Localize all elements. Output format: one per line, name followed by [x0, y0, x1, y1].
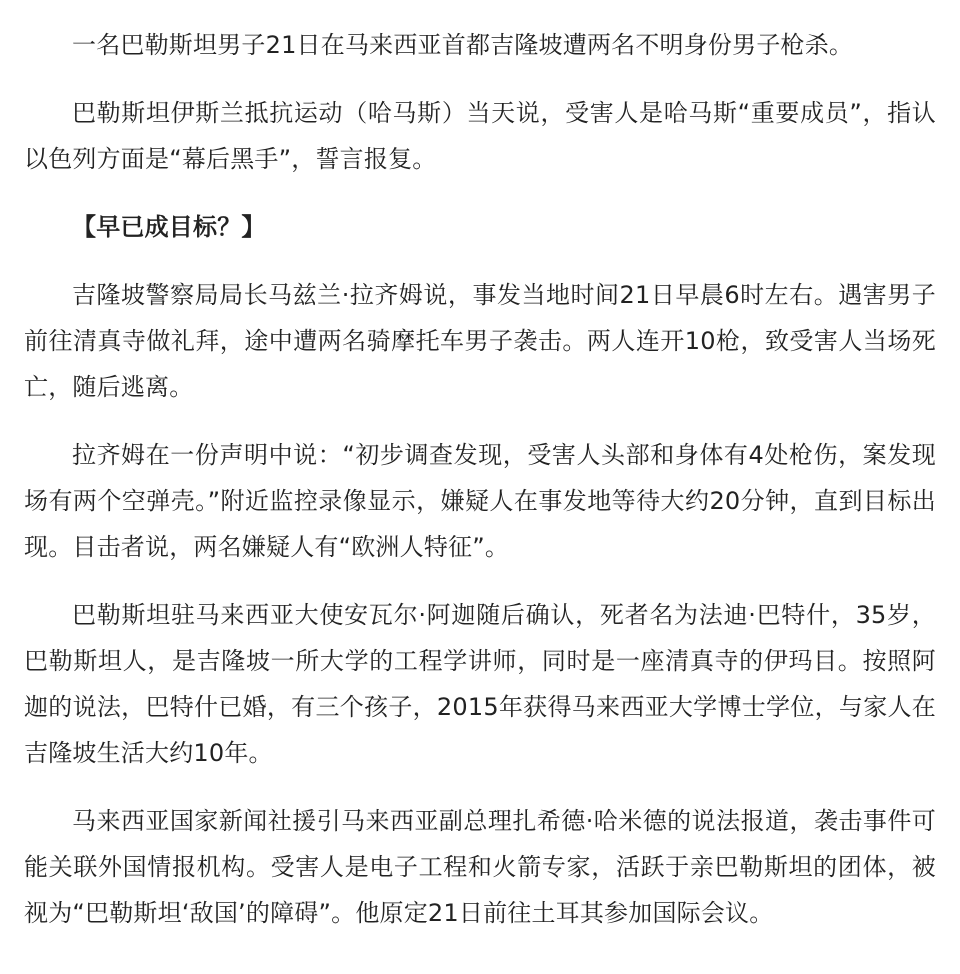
article-paragraph-6: 马来西亚国家新闻社援引马来西亚副总理扎希德·哈米德的说法报道，袭击事件可能关联外国情报机构。受害人是电子工程和火箭专家，活跃于亲巴勒斯坦的团体，被视为“巴勒斯坦‘敌国’的障碍”。他原定21日前往土耳其参加国际会议。	[24, 807, 936, 927]
article-paragraph-2: 巴勒斯坦伊斯兰抵抗运动（哈马斯）当天说，受害人是哈马斯“重要成员”，指认以色列方面是“幕后黑手”，誓言报复。	[24, 99, 936, 173]
article-paragraph-3: 吉隆坡警察局局长马兹兰·拉齐姆说，事发当地时间21日早晨6时左右。遇害男子前往清真寺做礼拜，途中遭两名骑摩托车男子袭击。两人连开10枪，致受害人当场死亡，随后逃离。	[24, 281, 936, 401]
article-paragraph-4: 拉齐姆在一份声明中说：“初步调查发现，受害人头部和身体有4处枪伤，案发现场有两个空弹壳。”附近监控录像显示，嫌疑人在事发地等待大约20分钟，直到目标出现。目击者说，两名嫌疑人有“欧洲人特征”。	[24, 441, 936, 561]
article-paragraph-5: 巴勒斯坦驻马来西亚大使安瓦尔·阿迦随后确认，死者名为法迪·巴特什，35岁，巴勒斯坦人，是吉隆坡一所大学的工程学讲师，同时是一座清真寺的伊玛目。按照阿迦的说法，巴特什已婚，有三个孩子，2015年获得马来西亚大学博士学位，与家人在吉隆坡生活大约10年。	[24, 601, 936, 767]
section-subheading: 【早已成目标？】	[72, 213, 266, 241]
article-paragraph-1: 一名巴勒斯坦男子21日在马来西亚首都吉隆坡遭两名不明身份男子枪杀。	[72, 31, 854, 59]
